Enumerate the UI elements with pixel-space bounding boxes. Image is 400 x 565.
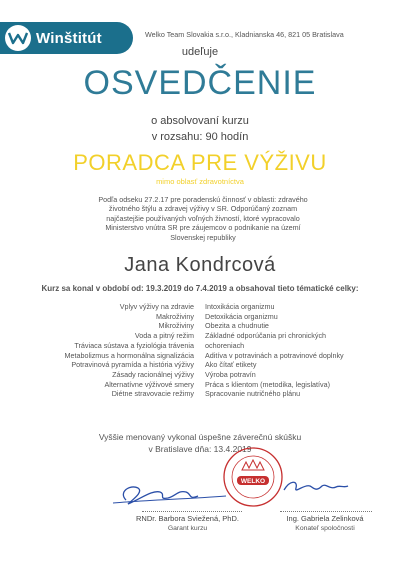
topic-item: Tráviaca sústava a fyziológia trávenia	[74, 340, 194, 350]
exam-statement: Vyššie menovaný vykonal úspešne záverečnú skúšku	[98, 432, 302, 442]
topic-item: Aditíva v potravinách a potravinové doplnky	[205, 350, 344, 360]
topic-item: Práca s klientom (metodika, legislatíva)	[205, 379, 331, 389]
signatory-name-right: Ing. Gabriela Zelinková	[286, 514, 364, 523]
company-stamp	[222, 446, 284, 508]
course-field: mimo oblasť zdravotníctva	[156, 177, 244, 186]
topic-item: Obezita a chudnutie	[205, 321, 269, 331]
logo-text: Winštitút	[36, 29, 102, 47]
topic-item: Vplyv výživy na zdravie	[119, 302, 194, 311]
topics-left-column	[40, 302, 194, 399]
topic-item: Zásady racionálnej výživy	[112, 369, 194, 379]
signature-left	[108, 478, 233, 508]
legal-description: Podľa odseku 27.2.17 pre poradenskú činnosť v oblasti: zdravého životného štýlu a zdravej výživy v SR. Odporúčaný zoznam najčastejšie používaných voľných živností, ktoré vypracovalo Ministerstvo vnútra SR pre záujemcov o podnikanie na území Slovenskej republiky	[98, 195, 308, 242]
topic-item: Ako čítať etikety	[205, 360, 257, 370]
stamp-text: WELKO	[240, 478, 266, 485]
signatory-name-left: RNDr. Barbora Sviežená, PhD.	[136, 514, 239, 523]
signature-right	[278, 474, 353, 499]
topic-item: Makroživiny	[156, 311, 194, 321]
recipient-name: Jana Kondrcová	[124, 254, 276, 276]
course-about: o absolvovaní kurzu	[151, 115, 249, 127]
topic-item: Detoxikácia organizmu	[205, 311, 278, 321]
signature-line-left	[142, 511, 242, 512]
topics-right-column	[205, 302, 385, 399]
topic-item: Voda a pitný režim	[134, 331, 194, 341]
course-name: PORADCA PRE VÝŽIVU	[73, 150, 327, 175]
topic-item: Mikroživiny	[158, 321, 194, 331]
topic-item: Diétne stravovacie režimy	[111, 389, 194, 399]
topic-item: Metabolizmus a hormonálna signalizácia	[64, 350, 194, 360]
course-period: Kurz sa konal v období od: 19.3.2019 do 7.4.2019 a obsahoval tieto tématické celky:	[41, 284, 359, 293]
topic-item: Alternatívne výživové smery	[104, 379, 194, 389]
signature-line-right	[280, 511, 372, 512]
topic-item: Výroba potravín	[205, 369, 256, 379]
certificate-title: OSVEDČENIE	[83, 64, 317, 102]
topic-item: Základné odporúčania pri chronických	[205, 331, 327, 341]
course-hours: v rozsahu: 90 hodín	[151, 131, 249, 143]
topic-item: Intoxikácia organizmu	[205, 302, 275, 311]
exam-date: v Bratislave dňa: 13.4.2019	[148, 444, 252, 454]
topic-item: ochoreniach	[205, 340, 245, 350]
topic-item: Potravinová pyramída a história výživy	[71, 360, 194, 370]
issuer-address: Welko Team Slovakia s.r.o., Kladnianska 46, 821 05 Bratislava	[145, 30, 344, 39]
grants-text: udeľuje	[181, 46, 219, 58]
signatory-role-left: Garant kurzu	[167, 525, 208, 532]
signatory-role-right: Konateľ spoločnosti	[295, 525, 355, 532]
topic-item: Spracovanie nutričného plánu	[205, 389, 301, 399]
